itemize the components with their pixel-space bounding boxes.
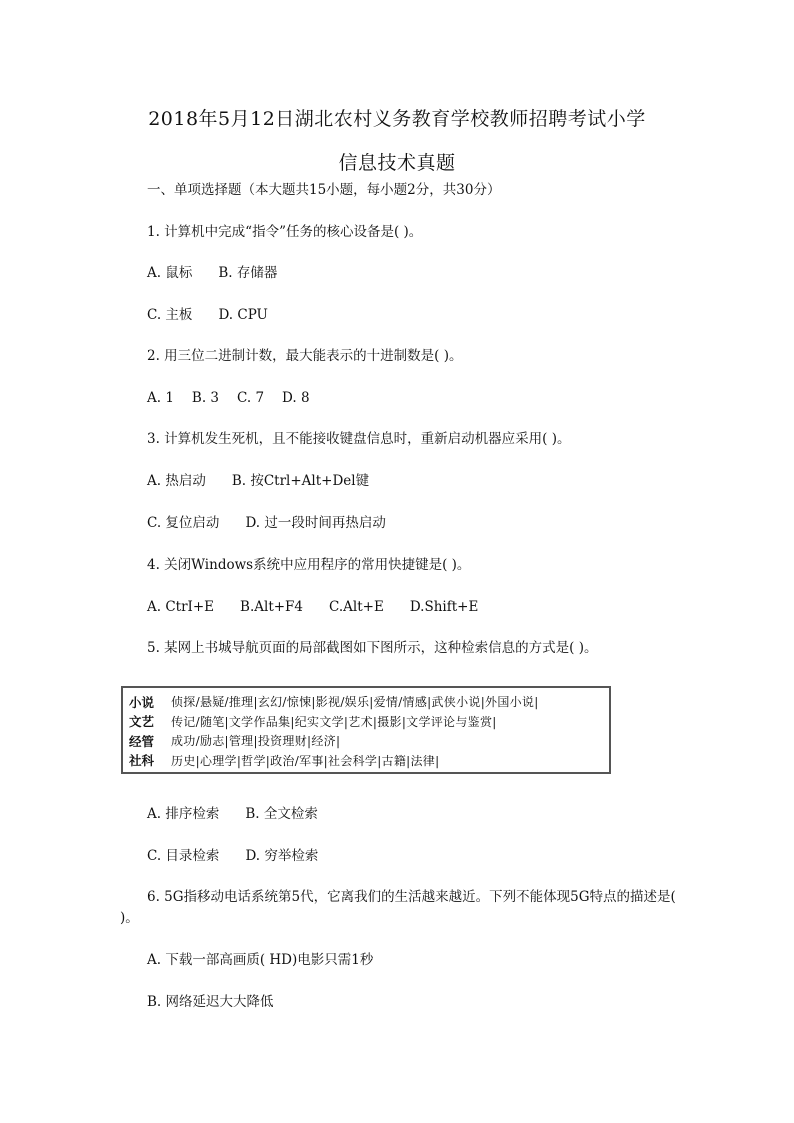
figure-items: 传记/随笔|文学作品集|纪实文学|艺术|摄影|文学评论与鉴赏| (171, 714, 497, 729)
figure-row (129, 751, 603, 771)
option: D. 穷举检索 (245, 848, 319, 864)
question-6-option-a: A. 下载一部高画质( HD)电影只需1秒 (147, 952, 374, 968)
page-title-line2: 信息技术真题 (338, 152, 456, 174)
question-1-options-row2 (147, 305, 294, 325)
option: C. 复位启动 (147, 515, 220, 531)
figure-category: 经管 (129, 733, 155, 749)
option: B. 3 (191, 390, 220, 406)
option: B. 全文检索 (245, 806, 318, 822)
figure-items: 成功/励志|管理|投资理财|经济| (171, 734, 341, 749)
option: A. 排序检索 (147, 806, 220, 822)
option: C. 7 (237, 390, 265, 406)
figure-category: 文艺 (129, 714, 155, 730)
question-5-stem: 5. 某网上书城导航页面的局部截图如下图所示，这种检索信息的方式是( )。 (147, 640, 598, 656)
question-4-stem: 4. 关闭Windows系统中应用程序的常用快捷键是( )。 (147, 557, 471, 573)
figure-category: 小说 (129, 694, 155, 710)
option: C. 目录检索 (147, 848, 220, 864)
question-3-options-row2 (147, 513, 412, 533)
option: A. 热启动 (147, 473, 206, 489)
question-2-stem: 2. 用三位二进制计数，最大能表示的十进制数是( )。 (147, 348, 463, 364)
figure-category: 社科 (129, 753, 155, 769)
option: B.Alt+F4 (240, 599, 304, 615)
question-5-options-row1 (147, 804, 344, 824)
question-5-options-row2 (147, 846, 344, 866)
question-3-stem: 3. 计算机发生死机，且不能接收键盘信息时，重新启动机器应采用( )。 (147, 431, 571, 447)
figure-row (129, 712, 603, 732)
figure-row (129, 692, 603, 712)
question-3-options-row1 (147, 471, 395, 491)
option: D. 8 (282, 390, 310, 406)
question-6-stem: 6. 5G指移动电话系统第5代，它离我们的生活越来越近。下列不能体现5G特点的描述是( )。 (120, 889, 676, 926)
option: C. 主板 (147, 307, 193, 323)
question-2-options (147, 388, 328, 408)
figure-row (129, 731, 603, 751)
option: B. 存储器 (218, 265, 278, 281)
option: A. CtrI+E (147, 599, 215, 615)
page-title-line1: 2018年5月12日湖北农村义务教育学校教师招聘考试小学 (148, 108, 646, 130)
option: A. 鼠标 (147, 265, 193, 281)
option: B. 按Ctrl+Alt+Del键 (231, 473, 370, 489)
section-heading: 一、单项选择题（本大题共15小题，每小题2分，共30分） (147, 182, 501, 198)
option: C.Alt+E (329, 599, 384, 615)
option: D. 过一段时间再热启动 (245, 515, 386, 531)
question-1-options-row1 (147, 263, 303, 283)
question-1-stem: 1. 计算机中完成“指令”任务的核心设备是( )。 (147, 224, 423, 240)
option: D.Shift+E (409, 599, 479, 615)
figure-items: 侦探/悬疑/推理|玄幻/惊悚|影视/娱乐|爱情/情感|武侠小说|外国小说| (171, 695, 539, 710)
figure-items: 历史|心理学|哲学|政治/军事|社会科学|古籍|法律| (171, 753, 440, 768)
question-6-option-b: B. 网络延迟大大降低 (147, 994, 274, 1010)
bookstore-nav-figure (121, 686, 611, 774)
question-4-options (147, 597, 504, 617)
option: D. CPU (218, 307, 268, 323)
option: A. 1 (147, 390, 174, 406)
